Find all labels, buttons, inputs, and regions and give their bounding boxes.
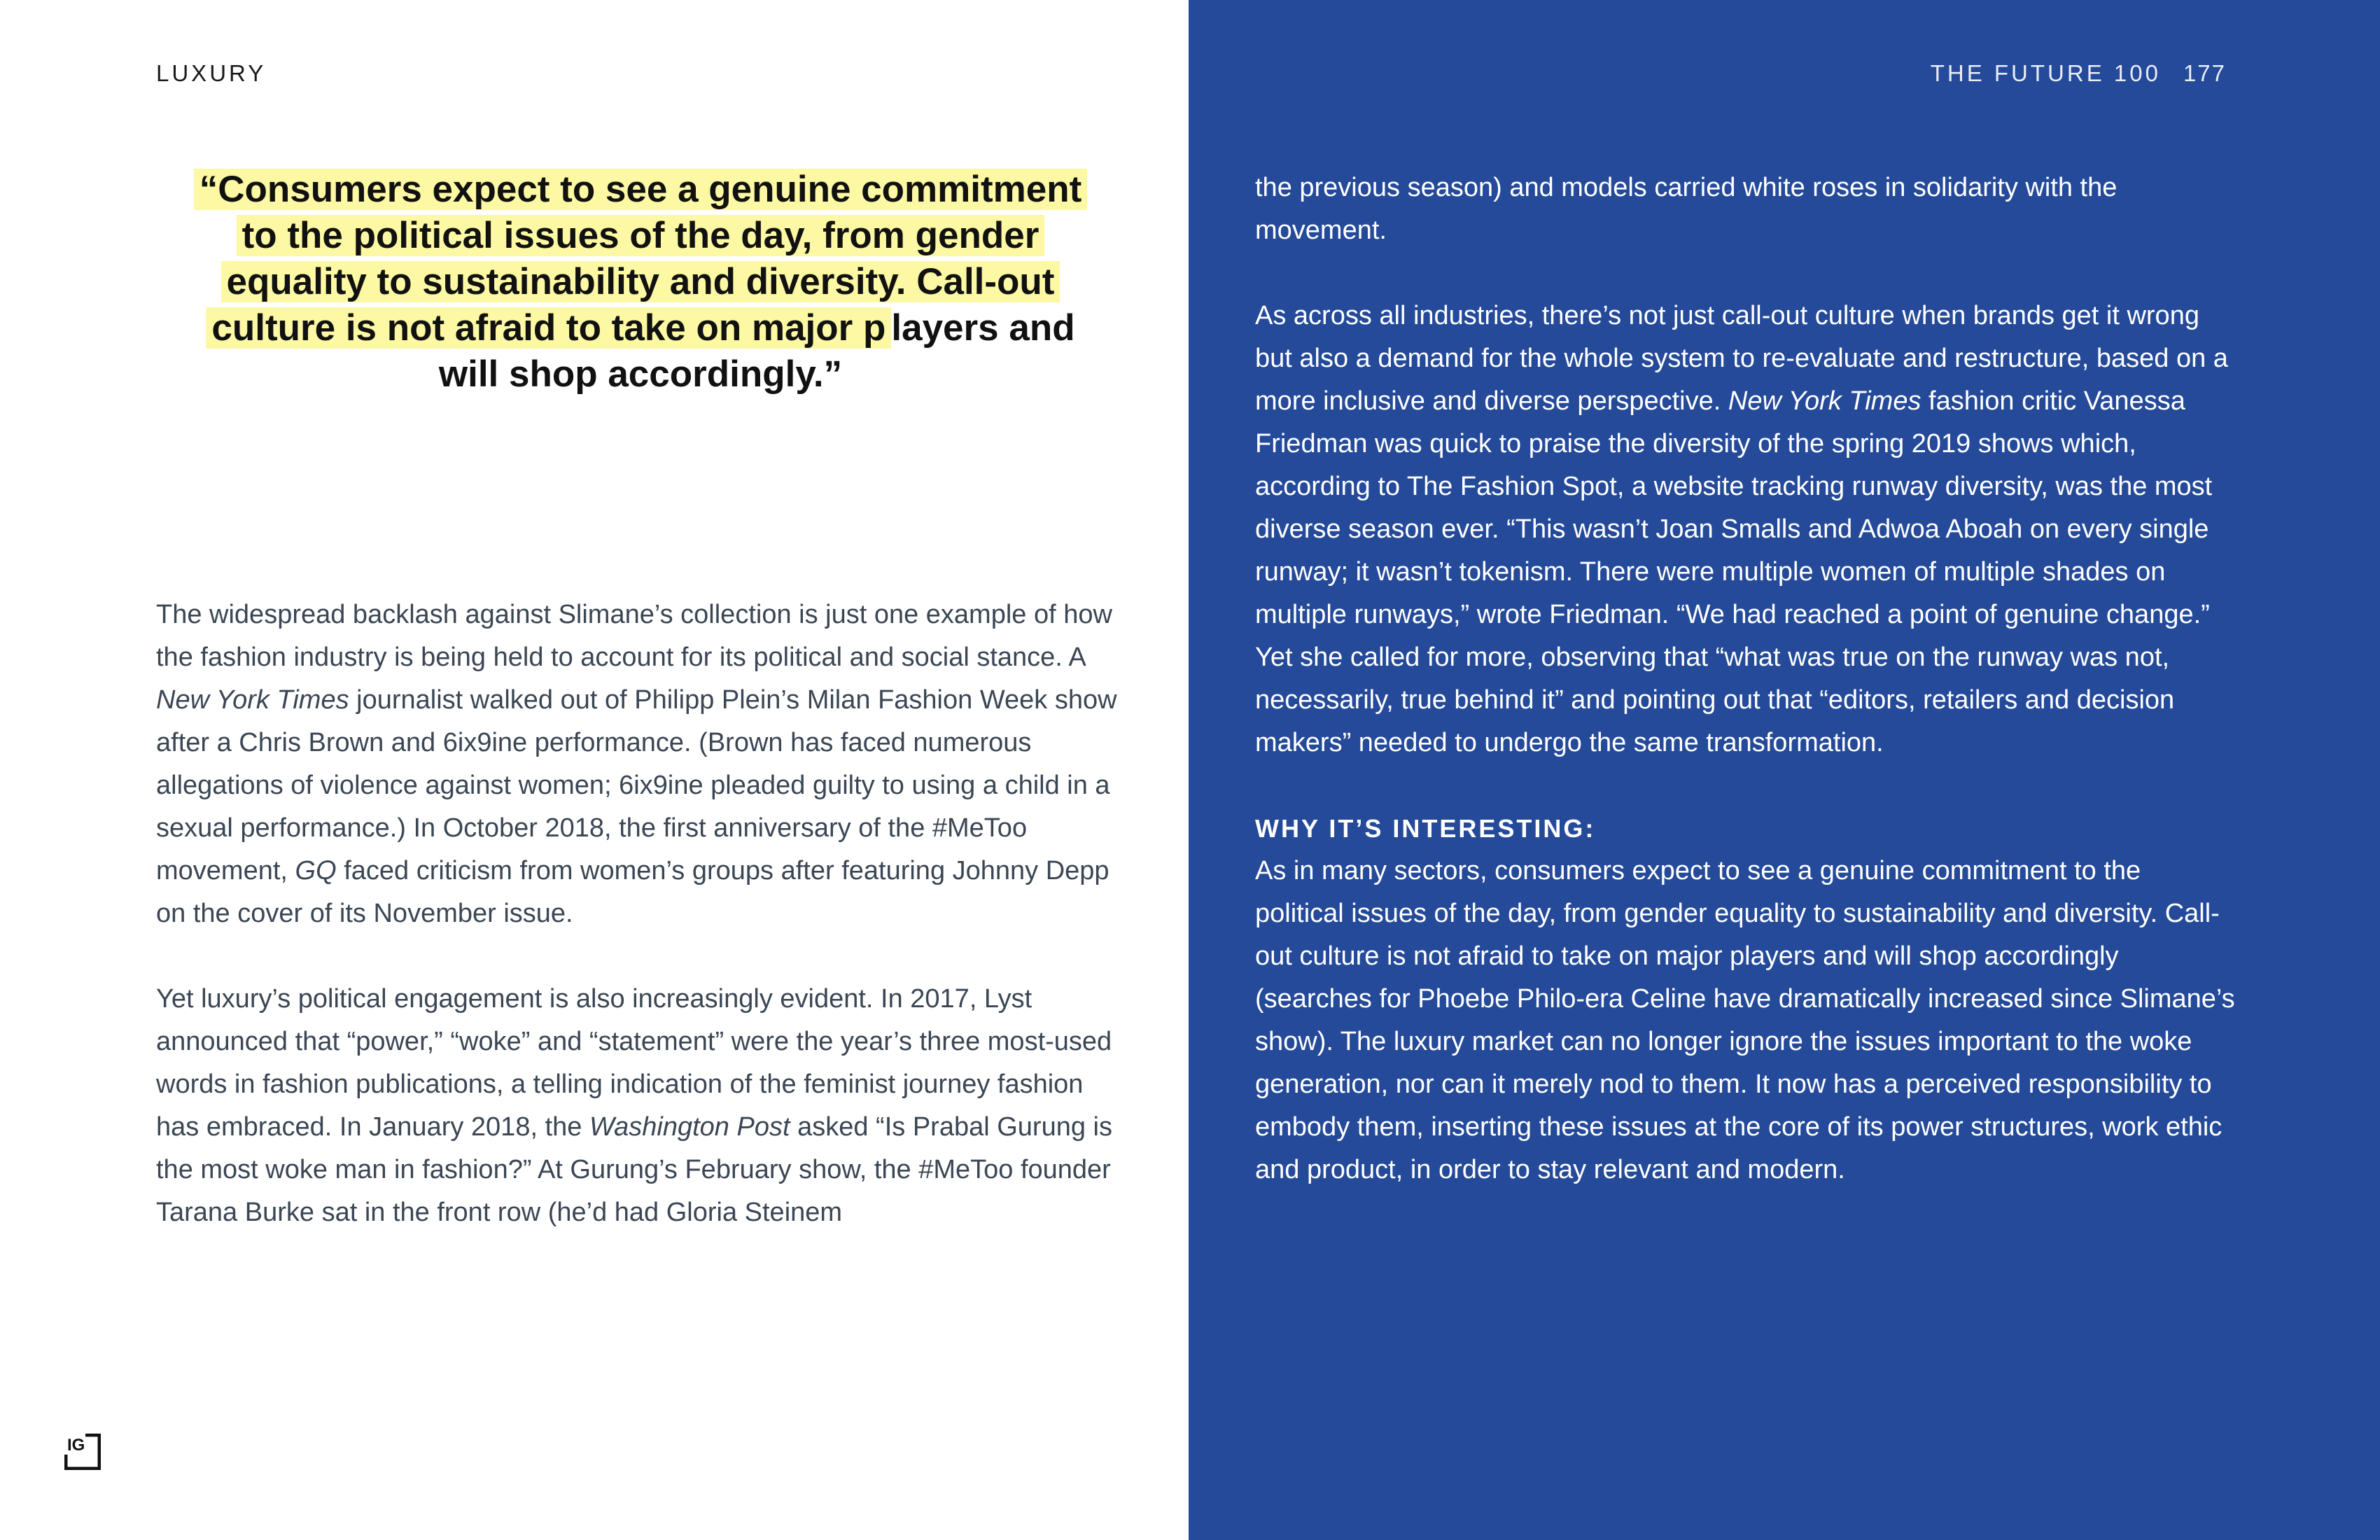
right-paragraph-2 <box>1255 295 2235 764</box>
section-label: LUXURY <box>156 60 267 86</box>
publication-name: New York Times <box>1728 386 1921 416</box>
text-span: asked “Is Prabal Gurung is the most woke man in fashion?” At Gurung’s February show, the #MeToo founder Tarana Burke sat in the front row (he’d had Gloria Steinem <box>156 1112 1112 1227</box>
left-paragraph-2 <box>156 978 1129 1234</box>
text-span: journalist walked out of Philipp Plein’s Milan Fashion Week show after a Chris Brown and 6ix9ine performance. (Brown has faced numerous allegations of violence against women; 6ix9ine pleaded guilty to using a child in a sexual performance.) In October 2018, the first anniversary of the #MeToo movement, <box>156 685 1117 886</box>
why-interesting-heading: WHY IT’S INTERESTING: <box>1255 814 1596 843</box>
publication-name: Washington Post <box>589 1112 790 1142</box>
text-span: The widespread backlash against Slimane’s collection is just one example of how the fashion industry is being held to account for its political and social stance. A <box>156 600 1112 672</box>
page-number: 177 <box>2183 60 2226 86</box>
pull-quote <box>175 167 1106 398</box>
text-span: Yet luxury’s political engagement is also increasingly evident. In 2017, Lyst announced that “power,” “woke” and “statement” were the year’s three most-used words in fashion publications, a telling indication of the feminist journey fashion has embraced. In January 2018, the <box>156 984 1112 1142</box>
text-span: As across all industries, there’s not just call-out culture when brands get it wrong but also a demand for the whole system to re-evaluate and restructure, based on a more inclusive and diverse perspective. <box>1255 301 2228 416</box>
right-column-body <box>1255 167 2235 1191</box>
left-paragraph-1 <box>156 594 1129 935</box>
logo-text: IG <box>67 1436 85 1455</box>
text-span: fashion critic Vanessa Friedman was quick to praise the diversity of the spring 2019 shows which, according to The Fashion Spot, a website tracking runway diversity, was the most diverse season ever. “This wasn’t Joan Smalls and Adwoa Aboah on every single runway; it wasn’t tokenism. There were multiple women of multiple shades on multiple runways,” wrote Friedman. “We had reached a point of genuine change.” Yet she called for more, observing that “what was true on the runway was not, necessarily, true behind it” and pointing out that “editors, retailers and decision makers” needed to undergo the same transformation. <box>1255 386 2213 757</box>
running-header <box>1931 60 2226 87</box>
right-paragraph-1: the previous season) and models carried white roses in solidarity with the movement. <box>1255 173 2118 245</box>
publication-name: New York Times <box>156 685 349 715</box>
text-span: faced criticism from women’s groups after featuring Johnny Depp on the cover of its November issue. <box>156 856 1110 928</box>
publication-name: GQ <box>295 856 337 886</box>
pull-quote-highlighted: “Consumers expect to see a genuine commitment to the political issues of the day, from gender equality to sustainability and diversity. Call-out culture is not afraid to take on major p <box>194 169 1088 349</box>
left-column-body <box>156 594 1129 1234</box>
publication-title: THE FUTURE 100 <box>1930 60 2161 86</box>
ig-logo-icon <box>64 1434 101 1470</box>
right-paragraph-3: As in many sectors, consumers expect to see a genuine commitment to the political issues of the day, from gender equality to sustainability and diversity. Call-out culture is not afraid to take on major players and will shop accordingly (searches for Phoebe Philo-era Celine have dramatically increased since Slimane’s show). The luxury market can no longer ignore the issues important to the woke generation, nor can it merely nod to them. It now has a perceived responsibility to embody them, inserting these issues at the core of its power structures, work ethic and product, in order to stay relevant and modern. <box>1255 856 2235 1184</box>
pull-quote-rest: layers and will shop accordingly.” <box>438 307 1075 395</box>
